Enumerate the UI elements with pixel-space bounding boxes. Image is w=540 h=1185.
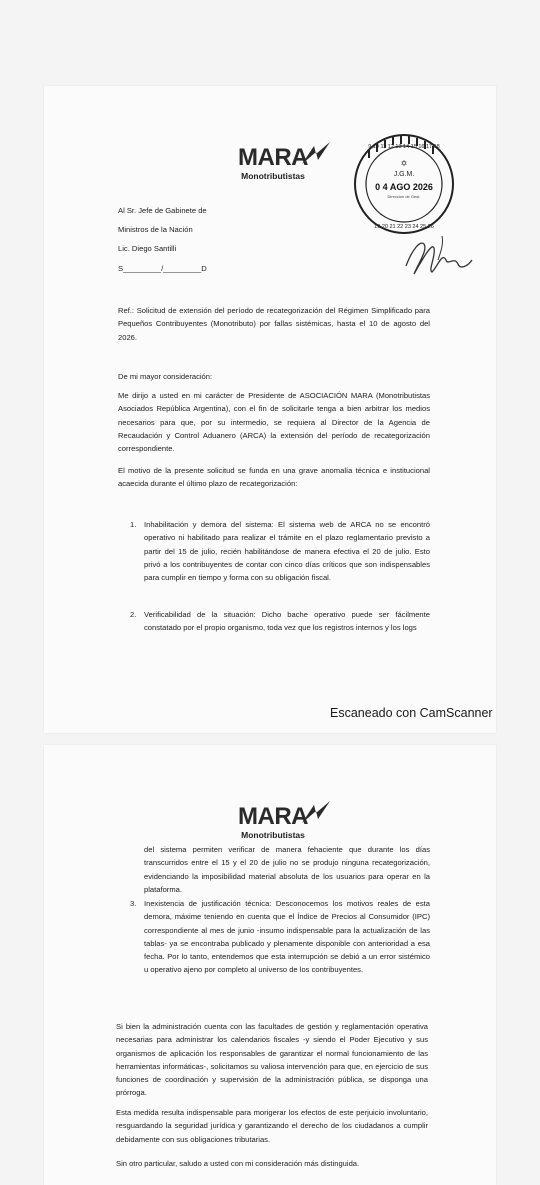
handwritten-signature: [398, 230, 478, 282]
recipient-line-2: Ministros de la Nación: [118, 225, 193, 234]
logo-subtitle: Monotributistas: [241, 171, 305, 181]
item-2-number: 2.: [130, 610, 137, 619]
recipient-line-4: S_________/_________D: [118, 264, 207, 273]
closing: Sin otro particular, saludo a usted con mi consideración más distinguida.: [116, 1159, 360, 1168]
item-1-number: 1.: [130, 520, 137, 529]
camscanner-watermark: Escaneado con CamScanner: [330, 706, 493, 720]
stamp-date: 0 4 AGO 2026: [375, 182, 433, 192]
recipient-line-1: Al Sr. Jefe de Gabinete de: [118, 206, 207, 215]
reference-paragraph: Ref.: Solicitud de extensión del período de recategorización del Régimen Simplificado para Pequeños Contribuyentes (Monotributo) por fallas sistémicas, hasta el 10 de agosto del 2026.: [118, 306, 430, 342]
item-2-text: Verificabilidad de la situación: Dicho bache operativo puede ser fácilmente constatado por el propio organismo, toda vez que los registros internos y los logs: [144, 610, 430, 633]
logo-subtitle: Monotributistas: [241, 830, 305, 840]
paragraph-4: Esta medida resulta indispensable para morigerar los efectos de este perjuicio involuntario, resguardando la seguridad jurídica y garantizando el derecho de los ciudadanos a cumplir debidamente con sus obligaciones tributarias.: [116, 1108, 428, 1144]
stamp-numbers-bottom: 19 20 21 22 23 24 25 26: [374, 224, 434, 230]
svg-text:✡: ✡: [400, 159, 408, 168]
item-3-number: 3.: [130, 899, 137, 908]
logo-wordmark: MARA: [238, 803, 308, 830]
logo-swoosh-icon: [300, 799, 332, 825]
logo-swoosh-icon: [300, 140, 332, 166]
stamp-dept: Dirección de Gest.: [387, 194, 421, 199]
item-3-text: Inexistencia de justificación técnica: Desconocemos los motivos reales de esta demora, máxime teniendo en cuenta que el Índice de Precios al Consumidor (IPC) correspondiente al mes de junio -insumo indispensable para la actualización de las tablas- ya se encontraba publicado y plenamente disponible con anterioridad a esa fecha. Por lo tanto, entendemos que esta interrupción se debió a un error sistémico u operativo ajeno por completo al universo de los contribuyentes.: [144, 899, 430, 975]
paragraph-1: Me dirijo a usted en mi carácter de Presidente de ASOCIACIÓN MARA (Monotributistas Asociados República Argentina), con el fin de solicitarle tenga a bien arbitrar los medios necesarios para que, por su intermedio, se requiera al Director de la Agencia de Recaudación y Control Aduanero (ARCA) la extensión del período de recategorización correspondiente.: [118, 391, 430, 454]
stamp-numbers-top: 9 10 11 12 13 14 15 16 17 18: [368, 144, 440, 150]
stamp-initials: J.G.M.: [393, 171, 415, 178]
continuation-paragraph: del sistema permiten verificar de manera fehaciente que durante los días transcurridos entre el 15 y el 20 de julio no se produjo ninguna recategorización, evidenciando la imposibilidad material absoluta de los usuarios para operar en la plataforma.: [144, 845, 430, 894]
logo-wordmark: MARA: [238, 144, 308, 171]
paragraph-2: El motivo de la presente solicitud se funda en una grave anomalía técnica e institucional acaecida durante el último plazo de recategorización:: [118, 466, 430, 489]
reception-stamp: [352, 132, 456, 236]
greeting: De mi mayor consideración:: [118, 372, 213, 381]
item-1-text: Inhabilitación y demora del sistema: El sistema web de ARCA no se encontró operativo ni habilitado para realizar el trámite en el plazo reglamentario previsto a partir del 15 de julio, recién habilitándose de manera efectiva el 20 de julio. Esto privó a los contribuyentes de contar con cinco días críticos que son indispensables para cumplir en tiempo y forma con su obligación fiscal.: [144, 520, 430, 583]
document-page-2: [44, 745, 496, 1185]
paragraph-3: Si bien la administración cuenta con las facultades de gestión y reglamentación operativa necesarias para administrar los calendarios fiscales -y siendo el Poder Ejecutivo y sus organismos de aplicación los responsables de garantizar el normal funcionamiento de las herramientas informáticas-, solicitamos su valiosa intervención para que, en ejercicio de sus funciones de coordinación y supervisión de la administración pública, se disponga una prórroga.: [116, 1022, 428, 1098]
recipient-line-3: Lic. Diego Santilli: [118, 244, 177, 253]
